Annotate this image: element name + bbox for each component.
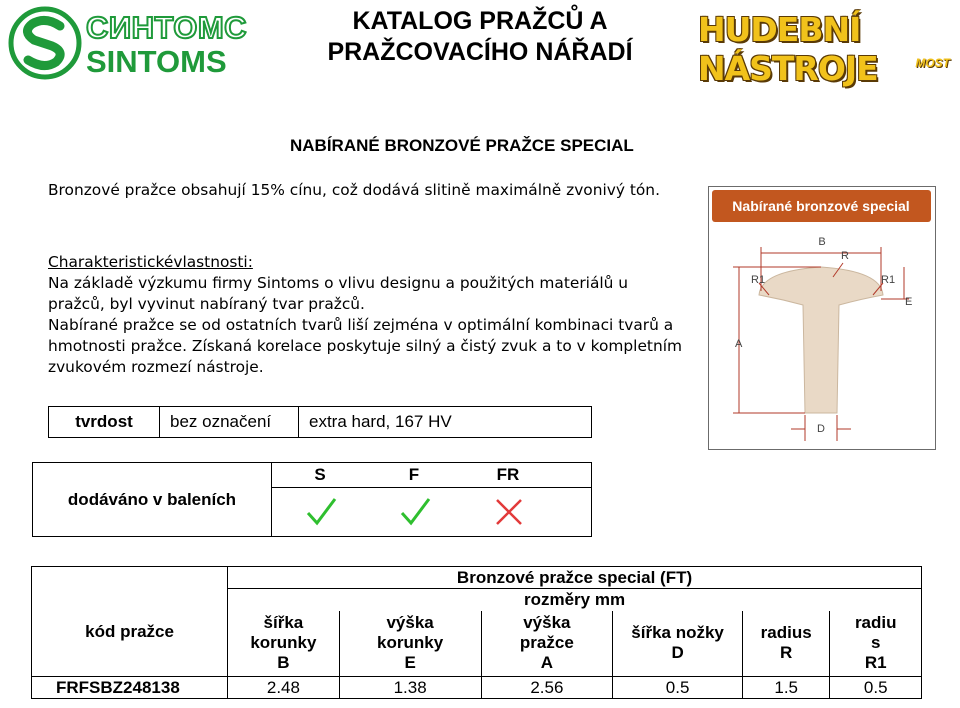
characteristics-block (48, 252, 688, 378)
spec-code-header: kód pražce (32, 589, 228, 677)
label-a: A (735, 338, 743, 350)
table-row (32, 677, 922, 699)
label-d: D (817, 423, 825, 435)
spec-value-r: 1.5 (742, 677, 829, 699)
label-r1-right: R1 (881, 274, 896, 286)
packaging-table (32, 462, 592, 537)
packaging-option-name: FR (496, 465, 520, 484)
spec-value-d: 0.5 (613, 677, 743, 699)
catalog-title (300, 6, 660, 68)
spec-units-header: rozměry mm (228, 589, 922, 611)
spec-row-code: FRFSBZ248138 (32, 677, 228, 699)
hudebni-logo-text: HUDEBNÍ NÁSTROJE (698, 10, 878, 88)
logo-latin-text: SINTOMS (86, 44, 227, 79)
spec-value-b: 2.48 (228, 677, 340, 699)
sintoms-logo (8, 6, 268, 80)
cross-icon (492, 495, 526, 529)
logo-cyrillic-text: СИНТОМС (86, 10, 248, 45)
spec-col-header: šířka nožky D (613, 611, 743, 677)
fret-profile-drawing (709, 187, 934, 448)
catalog-title-line1: KATALOG PRAŽCŮ A (352, 7, 608, 35)
hardness-label: tvrdost (49, 407, 160, 438)
diagram-title: Nabírané bronzové special (732, 198, 910, 214)
spec-value-e: 1.38 (339, 677, 481, 699)
characteristics-heading: Charakteristickévlastnosti: (48, 253, 253, 271)
spec-col-header: šířka korunky B (228, 611, 340, 677)
check-icon (304, 495, 338, 529)
fret-shape (759, 267, 883, 413)
label-r1-left: R1 (751, 274, 766, 286)
spec-value-r1: 0.5 (830, 677, 922, 699)
sintoms-logo-mark-icon (8, 6, 82, 80)
spec-col-header: výška pražce A (481, 611, 613, 677)
spec-col-header: výška korunky E (339, 611, 481, 677)
spec-col-header: radiu s R1 (830, 611, 922, 677)
label-e: E (905, 296, 913, 308)
spec-table (31, 566, 922, 699)
packaging-option-name: S (314, 465, 326, 484)
characteristics-line2: Nabírané pražce se od ostatních tvarů liší zejména v optimální kombinaci tvarů a hmotnosti pražce. Získaná korelace poskytuje silný a čistý zvuk a to v kompletním zvukovém rozmezí nástroje. (48, 316, 682, 376)
hardness-table (48, 406, 592, 438)
product-title: NABÍRANÉ BRONZOVÉ PRAŽCE SPECIAL (290, 136, 634, 155)
label-r: R (841, 250, 849, 262)
hardness-value: extra hard, 167 HV (299, 407, 592, 438)
hudebni-nastroje-logo (698, 8, 956, 88)
intro-paragraph: Bronzové pražce obsahují 15% cínu, což dodává slitině maximálně zvonivý tón. (48, 181, 660, 199)
hardness-marking: bez označení (160, 407, 299, 438)
packaging-label: dodáváno v baleních (33, 463, 272, 536)
check-icon (398, 495, 432, 529)
spec-col-header: radius R (742, 611, 829, 677)
packaging-option-name: F (408, 465, 420, 484)
catalog-title-line2: PRAŽCOVACÍHO NÁŘADÍ (327, 38, 633, 66)
spec-table-title: Bronzové pražce special (FT) (228, 567, 922, 589)
fret-profile-diagram (708, 186, 936, 450)
label-b: B (818, 236, 826, 248)
spec-value-a: 2.56 (481, 677, 613, 699)
hudebni-logo-subtext: MOST (915, 56, 950, 70)
characteristics-line1: Na základě výzkumu firmy Sintoms o vlivu designu a použitých materiálů u pražců, byl vyvinut nabíraný tvar pražců. (48, 274, 629, 313)
